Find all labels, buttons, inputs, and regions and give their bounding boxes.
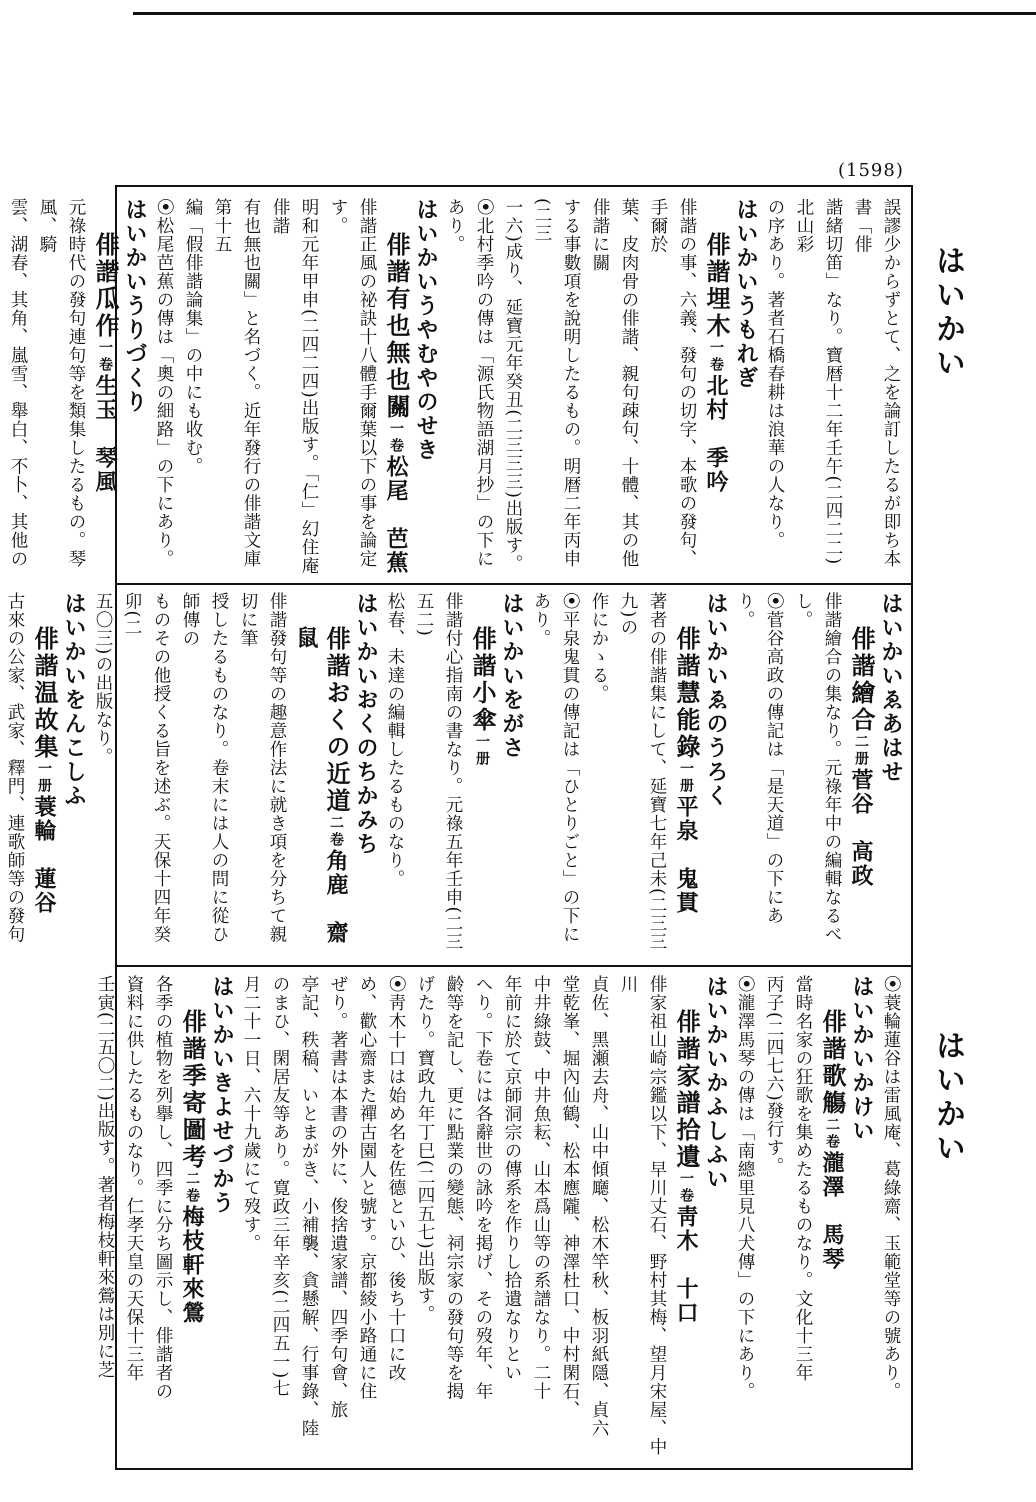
entry-title-line: [291, 592, 351, 960]
entry-title-line: [90, 198, 120, 578]
band-top: [8, 198, 905, 578]
body-line: 誤謬少からずとて、之を論訂したるが即ち本書「俳: [852, 198, 901, 568]
running-head-right: はいかい: [930, 245, 965, 381]
band-middle: [5, 592, 905, 960]
body-line: する事數項を說明したるもの。明暦二年丙申(二三: [532, 198, 581, 568]
entry-title-line: [671, 592, 701, 960]
body-line: 中井綠鼓、中井魚耘、山本爲山等の系譜なり。二十: [531, 975, 551, 1401]
body-line: 五〇三)の出版なり。: [93, 592, 113, 767]
entry-reading: はいかいうやむやのせき: [413, 198, 439, 462]
body-line: 作にかゝる。: [589, 592, 609, 703]
entry-author: 靑木 十口: [673, 1204, 699, 1325]
entry-volume: 二卷: [824, 1116, 840, 1151]
entry-volume: 一册: [36, 760, 52, 795]
body-line: 當時名家の狂歌を集めたるものなり。文化十三年: [793, 975, 813, 1382]
entry-title-line: [701, 198, 731, 578]
body-line: 松春、未達の編輯したるものなり。: [385, 592, 405, 888]
entry-author: 蓑輪 蓮谷: [31, 794, 57, 915]
body-line: 俳家祖山崎宗鑑以下、早川丈石、野村其梅、望月宋屋、中川: [618, 975, 667, 1456]
entry-title: 俳諧小傘: [468, 625, 497, 734]
band-bottom: [95, 975, 905, 1463]
entry-volume: 二册: [853, 733, 869, 768]
entry-title: 俳諧温故集: [30, 625, 59, 761]
body-line: 俳諧發句等の趣意作法に就き項を分ちて親切に筆: [238, 592, 287, 944]
body-line: 月二十一日、六十九歲にて歿す。: [241, 975, 261, 1253]
body-line: 堂乾峯、堀內仙鶴、松本應隴、神澤杜口、中村閑石、: [560, 975, 580, 1419]
entry-title-line: [381, 198, 411, 578]
body-line: の序あり。著者石橋春耕は浪華の人なり。: [765, 198, 785, 550]
entry-reading: はいかいかけい: [849, 975, 875, 1143]
body-line: 授したるものなり。卷末には人の問に從ひ師傳の: [180, 592, 229, 944]
body-line: ⦿平泉鬼貫の傳記は「ひとりごと」の下にあり。: [531, 592, 580, 944]
entry-volume: 一卷: [678, 1170, 694, 1205]
entry-volume: 一册: [678, 760, 694, 795]
body-line: 有也無也關」と名づく。近年發行の俳諧文庫第十五: [212, 198, 261, 568]
top-rule: [133, 12, 1036, 15]
body-line: 俳諧繪合の集なり。元祿年中の編輯なるべし。: [793, 592, 842, 944]
running-head-left: はいかい: [930, 1030, 965, 1166]
entry-title: 俳諧家譜拾遺: [672, 1008, 701, 1171]
band-divider-2: [115, 965, 913, 967]
entry-reading: はいかいかふしふい: [703, 975, 729, 1191]
entry-volume: 一册: [474, 733, 490, 768]
body-line: 諧緒切笛」なり。寶暦十二年壬午(二四二二)北山彩: [794, 198, 843, 566]
entry-title: 俳諧歌觴: [818, 1008, 847, 1117]
entry-title: 俳諧季寄圖考: [178, 1008, 207, 1171]
entry-title: 俳諧瓜作: [91, 231, 120, 340]
body-line: のまひ、閑居友等あり。寛政三年辛亥(二四五一)七: [270, 975, 290, 1398]
entry-title: 俳諧慧能錄: [672, 625, 701, 761]
entry-reading: はいかいおくのちかみち: [353, 592, 379, 856]
entry-volume: 二卷: [328, 814, 344, 849]
body-line: 壬寅(二五〇二)出版す。著者梅枝軒來鶯は別に芝: [95, 975, 115, 1380]
entry-reading: はいかいうもれぎ: [733, 198, 759, 390]
body-line: 明和元年甲申(二四二四)出版す。「仁」幻住庵俳諧: [270, 198, 319, 575]
entry-title-line: [846, 592, 876, 960]
body-line: 一六)成り、延寶元年癸丑(二三三三)出版す。: [503, 198, 523, 573]
entry-title-line: [671, 975, 701, 1463]
entry-title-line: [817, 975, 847, 1463]
body-line: ⦿靑木十口は始め名を佐德といひ、後ち十口に改: [386, 975, 406, 1382]
entry-reading: はいかいゑのうろく: [703, 592, 729, 808]
entry-author: 角鹿 齋鼠: [293, 625, 349, 945]
entry-title-line: [177, 975, 207, 1463]
body-line: ぜり。著書は本書の外に、俊捨遺家譜、四季句會、旅: [328, 975, 348, 1419]
entry-volume: 一卷: [97, 339, 113, 374]
entry-reading: はいかいゑあはせ: [878, 592, 904, 784]
entry-author: 松尾 芭蕉: [383, 454, 409, 575]
body-line: 俳諧正風の祕訣十八體手爾葉以下の事を論定す。: [328, 198, 377, 568]
body-line: 亭記、秩稿、いとまがき、小補襲、貪懸解、行事錄、陸: [299, 975, 319, 1438]
body-line: 編「假俳諧論集」の中にも收む。: [183, 198, 203, 476]
entry-author: 梅枝軒來鶯: [179, 1204, 205, 1325]
entry-author: 瀧澤 馬琴: [819, 1150, 845, 1271]
entry-reading: はいかいをがさ: [499, 592, 525, 760]
body-line: 年前に於て京師洞宗の傳系を作りし拾遺なりとい: [502, 975, 522, 1382]
body-line: 資料に供したるものなり。仁孝天皇の天保十三年: [124, 975, 144, 1382]
entry-title: 俳諧繪合: [847, 625, 876, 734]
entry-author: 北村 季吟: [703, 373, 729, 494]
body-line: ⦿蓑輪蓮谷は雷風庵、葛綠齋、玉範堂等の號あり。: [881, 975, 901, 1401]
entry-author: 生玉 琴風: [92, 373, 118, 494]
page-number: (1598): [838, 160, 904, 181]
body-line: 各季の植物を列擧し、四季に分ち圖示し、俳諧者の: [153, 975, 173, 1401]
entry-author: 菅谷 高政: [848, 767, 874, 888]
body-line: 葉、皮肉骨の俳諧、親句疎句、十體、其の他俳諧に關: [590, 198, 639, 568]
band-divider-1: [115, 583, 913, 585]
body-line: 雲、湖春、其角、嵐雪、舉白、不卜、其他の: [8, 198, 28, 568]
body-line: 貞佐、黑瀬去舟、山中傾廰、松木竿秋、板羽紙隱、貞六: [589, 975, 609, 1438]
body-line: ⦿松尾芭蕉の傳は「奧の細路」の下にあり。: [154, 198, 174, 568]
body-line: ものその他授くる旨を述ぶ。天保十四年癸卯(二: [122, 592, 171, 944]
body-line: 俳諧の事、六義、發句の切字、本歌の發句、手爾於: [648, 198, 697, 568]
body-line: げたり。寶政九年丁巳(二四五七)出版す。: [415, 975, 435, 1324]
entry-reading: はいかいうりづくり: [122, 198, 148, 414]
body-line: 俳諧付心指南の書なり。元祿五年壬申(二三五二): [414, 592, 463, 952]
band-top-text: [8, 198, 905, 578]
entry-volume: 二卷: [184, 1170, 200, 1205]
entry-author: 平泉 鬼貫: [673, 794, 699, 915]
body-line: 齡等を記し、更に點業の變態、祠宗家の發句等を揭: [444, 975, 464, 1401]
entry-reading: はいかいきよせづかう: [209, 975, 235, 1215]
body-line: ⦿北村季吟の傳は「源氏物語湖月抄」の下にあり。: [445, 198, 494, 568]
body-line: 元祿時代の發句連句等を類集したるもの。琴風、騎: [37, 198, 86, 568]
entry-title-line: [467, 592, 497, 960]
entry-title: 俳諧埋木: [702, 231, 731, 340]
body-line: め、歡心齋また禪古園人と號す。京都綾小路通に住: [357, 975, 377, 1401]
body-line: ⦿瀧澤馬琴の傳は「南總里見八犬傳」の下にあり。: [735, 975, 755, 1401]
body-line: 著者の俳諧集にして、延寶七年己未(二三三九)の: [618, 592, 667, 952]
band-bottom-text: [95, 975, 905, 1463]
entry-title: 俳諧有也無也關: [382, 231, 411, 421]
entry-volume: 一卷: [388, 420, 404, 455]
body-line: 古來の公家、武家、釋門、連歌師等の發句: [5, 592, 25, 944]
entry-title: 俳諧おくの近道: [322, 625, 351, 815]
body-line: ⦿菅谷高政の傳記は「是天道」の下にあり。: [735, 592, 784, 925]
band-middle-text: [5, 592, 905, 960]
body-line: 丙子(二四七六)發行す。: [764, 975, 784, 1176]
entry-reading: はいかいをんこしふ: [61, 592, 87, 808]
body-line: へり。下卷には各辭世の詠吟を掲げ、その歿年、年: [473, 975, 493, 1401]
entry-title-line: [29, 592, 59, 960]
entry-volume: 一卷: [708, 339, 724, 374]
